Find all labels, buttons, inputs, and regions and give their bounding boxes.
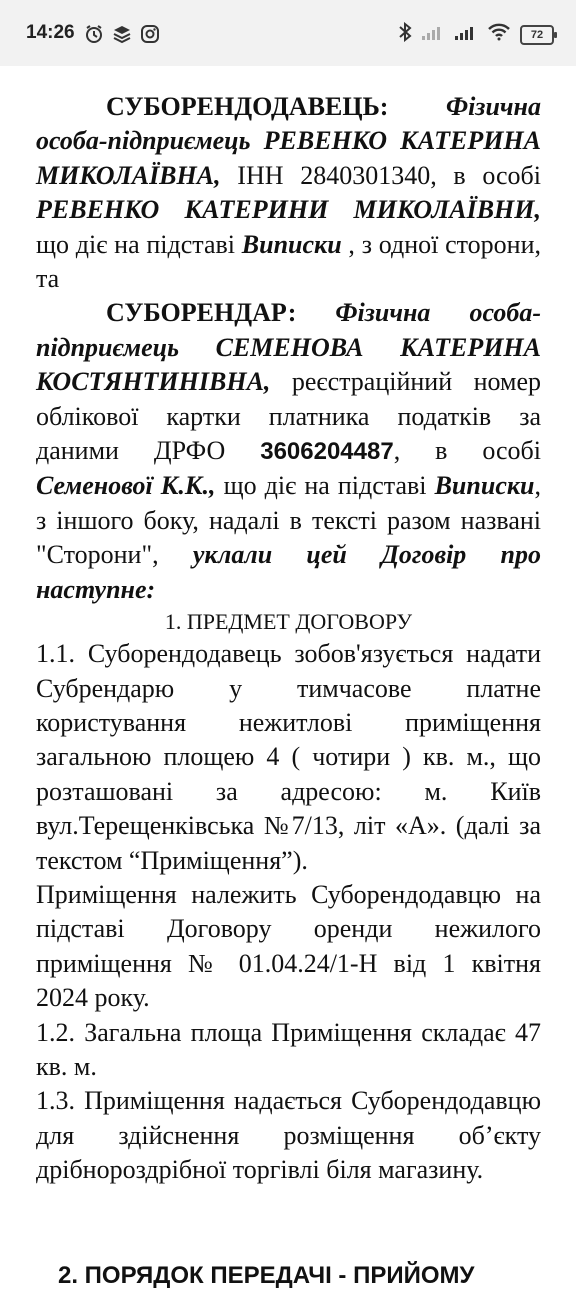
status-bar (0, 0, 576, 66)
section-2-title: 2. ПОРЯДОК ПЕРЕДАЧІ - ПРИЙОМУ (58, 1262, 475, 1289)
party1-basis: Виписки (241, 229, 342, 259)
layers-icon (112, 24, 132, 49)
party2-person: Семенової К.К., (36, 471, 216, 501)
party1-acting: що діє на підставі (36, 229, 242, 259)
party2-concluded: уклали цей Договір про наступне: (36, 540, 541, 604)
status-time: 14:26 (26, 22, 75, 43)
party1-name: Фізична особа-підприємець РЕВЕНКО КАТЕРИНА МИКОЛАЇВНА, (36, 92, 541, 190)
status-right-icons (398, 22, 554, 47)
party1-paragraph (36, 90, 541, 296)
party2-in-person: , в особі (393, 436, 541, 466)
party2-role: СУБОРЕНДАР: (106, 298, 297, 328)
signal-icon (421, 23, 445, 46)
party2-tail: , з іншого боку, надалі в тексті разом названі "Сторони", (36, 471, 541, 570)
party1-person: РЕВЕНКО КАТЕРИНИ МИКОЛАЇВНИ, (36, 195, 541, 225)
signal-icon (454, 23, 478, 46)
party1-role: СУБОРЕНДОДАВЕЦЬ: (106, 92, 389, 121)
party1-tail: , з одної сторони, та (36, 229, 541, 294)
party2-reg-number: 3606204487 (260, 438, 394, 466)
clause-1-3: 1.3. Приміщення надається Суборендодавцю для здійснення розміщення об’єкту дрібнороздрібної торгівлі біля магазину. (36, 1086, 541, 1185)
party2-basis: Виписки (434, 471, 535, 501)
party1-inn: ІНН 2840301340, в особі (220, 160, 541, 190)
wifi-icon (487, 23, 511, 46)
instagram-icon (140, 24, 160, 49)
contract-document (36, 90, 541, 1188)
alarm-icon (84, 24, 104, 49)
clause-1-1: 1.1. Суборендодавець зобов'язується надати Субрендарю у тимчасове платне користування нежитлові приміщення загальною площею 4 ( чотири ) кв. м., що розташовані за адресою: м. Київ вул.Терещенківська №7/13, літ «А». (далі за текстом “Приміщення”). (36, 639, 541, 875)
section-1-title: 1. ПРЕДМЕТ ДОГОВОРУ (164, 609, 413, 635)
bluetooth-icon (398, 22, 412, 47)
party2-reg: реєстраційний номер облікової картки платника податків за даними ДРФО (36, 367, 541, 466)
party2-name: Фізична особа-підприємець СЕМЕНОВА КАТЕРИНА КОСТЯНТИНІВНА, (36, 298, 541, 397)
party2-acting: що діє на підставі (215, 471, 435, 501)
clause-1-1-ownership: Приміщення належить Суборендодавцю на підставі Договору оренди нежилого приміщення № 01.04.24/1-Н від 1 квітня 2024 року. (36, 879, 541, 1013)
battery-icon: 72 (520, 25, 554, 45)
status-left-icons (84, 24, 160, 49)
clause-1-2: 1.2. Загальна площа Приміщення складає 47 кв. м. (36, 1017, 541, 1081)
party2-paragraph (36, 296, 541, 607)
